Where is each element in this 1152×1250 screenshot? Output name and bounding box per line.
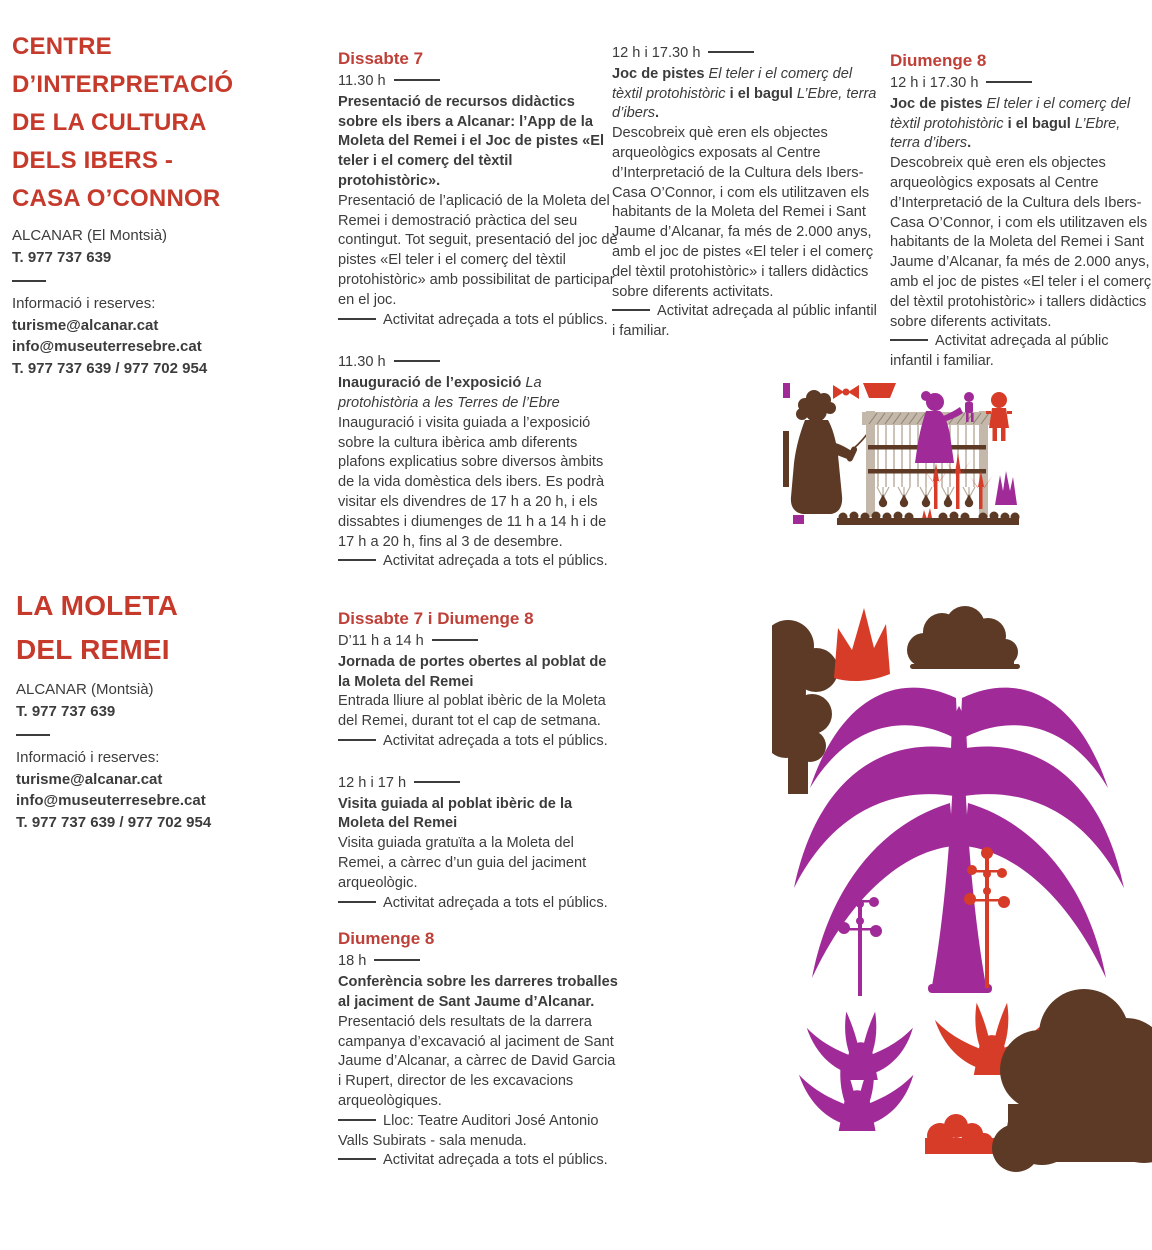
day-heading: Diumenge 8 (338, 929, 435, 949)
event-time: 12 h i 17 h (338, 774, 618, 794)
event-title: Visita guiada al poblat ibèric de la Moleta del Remei (338, 795, 573, 832)
event-audience: Activitat adreçada al públic infantil i familiar. (612, 303, 877, 340)
schedule-col-dissabte (338, 48, 618, 587)
schedule-col-diumenge (890, 50, 1152, 387)
venue-phone: T. 977 737 639 (16, 702, 116, 720)
rule-dash (338, 1158, 376, 1160)
event-portes-obertes (338, 632, 618, 752)
event-body: Presentació dels resultats de la darrera campanya d’excavació al jaciment de Sant Jaume d’Alcanar, a càrrec de David Garcia i Rupert, director de les excavacions arqueològiques. (338, 1013, 616, 1109)
title-line: CASA O’CONNOR (12, 185, 221, 212)
venue-contact (12, 225, 324, 379)
event-title: Presentació de recursos didàctics sobre els ibers a Alcanar: l’App de la Moleta del Remei i el Joc de pistes «El teler i el comerç del tèxtil protohistòric». (338, 93, 605, 189)
schedule-col-joc-dissabte (612, 44, 884, 357)
event-conferencia (338, 952, 618, 1171)
rule-dash (338, 559, 376, 561)
venue-location: ALCANAR (El Montsià) (12, 227, 168, 244)
brown-tree-left (772, 620, 838, 794)
event-body: Inauguració i visita guiada a l’exposició sobre la cultura ibèrica amb diferents plafons explicatius sobre diversos àmbits de la vida domèstica dels ibers. Es podrà visitar els divendres de 17 h a 20 h, i els dissabtes i diumenges de 11 h a 14 h i de 17 h a 20 h, fins al 3 de desembre. (338, 414, 607, 550)
rule-dash (374, 959, 420, 961)
event-joc-pistes (890, 74, 1152, 372)
brown-bush-bottom-right (992, 989, 1152, 1172)
divider-rule (16, 734, 50, 736)
page-title-moleta (16, 584, 328, 672)
woman-with-doll-figure (915, 391, 974, 463)
event-body: Presentació de l’aplicació de la Moleta del Remei i demostració pràctica del seu contingut. Tot seguit, presentació del joc de pistes «El teler i el comerç del tèxtil protohistòric» amb possibilitat de participar en el joc. (338, 192, 618, 308)
red-small-bush (925, 1114, 995, 1154)
title-line: DELS IBERS - (12, 147, 174, 174)
rule-dash (338, 901, 376, 903)
venue-contact (16, 679, 328, 833)
rule-dash (890, 339, 928, 341)
event-time: 11.30 h (338, 72, 618, 92)
title-line: D’INTERPRETACIÓ (12, 71, 234, 98)
email-museu: info@museuterresebre.cat (12, 338, 202, 355)
event-audience: Activitat adreçada a tots el públics. (338, 732, 618, 752)
rule-dash (394, 360, 440, 362)
rule-dash (338, 1119, 376, 1121)
event-body: Descobreix què eren els objectes arqueològics exposats al Centre d’Interpretació de la Cultura dels Ibers-Casa O’Connor, i com els utilitzaven els habitants de la Moleta del Remei i Sant Jaume d’Alcanar, fa més de 2.000 anys, amb el joc de pistes «El teler i el comerç del tèxtil protohistòric» i tallers didàctics sobre diferents activitats. (612, 125, 874, 300)
info-label: Informació i reserves: (16, 749, 160, 766)
red-crown-plant (834, 608, 890, 681)
rule-dash (394, 79, 440, 81)
event-audience: Activitat adreçada a tots el públics. (338, 552, 618, 572)
weaver-figure (791, 390, 858, 514)
event-visita-guiada (338, 774, 618, 914)
event-joc-pistes (612, 44, 884, 342)
brown-bush-top (907, 606, 1020, 669)
event-time: D’11 h a 14 h (338, 632, 618, 652)
weaving-scene-illustration (783, 383, 1021, 525)
schedule-col-moleta (338, 608, 618, 1186)
title-line: DE LA CULTURA (12, 109, 207, 136)
event-presentacio-recursos (338, 72, 618, 330)
event-body: Descobreix què eren els objectes arqueològics exposats al Centre d’Interpretació de la Cultura dels Ibers-Casa O’Connor, i com els utilitzaven els habitants de la Moleta del Remei i Sant Jaume d’Alcanar, fa més de 2.000 anys, amb el joc de pistes «El teler i el comerç del tèxtil protohistòric» i tallers didàctics sobre diferents activitats. (890, 155, 1152, 330)
event-time: 12 h i 17.30 h (612, 44, 884, 64)
email-museu: info@museuterresebre.cat (16, 792, 206, 809)
rule-dash (338, 739, 376, 741)
plants-pattern-illustration (772, 588, 1152, 1213)
ground-scallops (837, 512, 1020, 526)
day-heading: Dissabte 7 (338, 49, 424, 68)
venue-moleta-del-remei (16, 584, 328, 833)
rule-dash (338, 318, 376, 320)
day-heading: Diumenge 8 (890, 51, 987, 70)
event-time: 18 h (338, 952, 618, 972)
title-line: DEL REMEI (16, 634, 170, 665)
event-time: 11.30 h (338, 353, 618, 373)
event-title: Jornada de portes obertes al poblat de la Moleta del Remei (338, 653, 607, 690)
event-inauguracio (338, 353, 618, 572)
page-title (12, 28, 324, 218)
event-audience: Activitat adreçada al públic infantil i familiar. (890, 333, 1109, 370)
divider-rule (12, 280, 46, 282)
event-audience: Activitat adreçada a tots el públics. (338, 894, 618, 914)
email-turisme: turisme@alcanar.cat (16, 770, 163, 788)
event-time: 12 h i 17.30 h (890, 74, 1152, 94)
venue-phones: T. 977 737 639 / 977 702 954 (12, 359, 208, 377)
event-location: Lloc: Teatre Auditori José Antonio Valls Subirats - sala menuda. (338, 1112, 599, 1149)
rule-dash (708, 51, 754, 53)
event-title: Joc de pistes El teler i el comerç del tèxtil protohistòric i el bagul L’Ebre, terra d’ibers. (890, 95, 1131, 152)
event-body: Entrada lliure al poblat ibèric de la Moleta del Remei, durant tot el cap de setmana. (338, 693, 606, 730)
rule-dash (414, 781, 460, 783)
purple-palm (794, 688, 1124, 993)
event-title: Conferència sobre les darreres troballes al jaciment de Sant Jaume d’Alcanar. (338, 974, 618, 1010)
event-audience: Activitat adreçada a tots el públics. (338, 311, 618, 331)
event-title: Joc de pistes El teler i el comerç del tèxtil protohistòric i el bagul L’Ebre, terra d’ibers. (612, 65, 877, 122)
venue-phones: T. 977 737 639 / 977 702 954 (16, 813, 212, 831)
day-heading: Dissabte 7 i Diumenge 8 (338, 609, 534, 628)
rule-dash (612, 309, 650, 311)
venue-casa-oconnor (12, 28, 324, 379)
email-turisme: turisme@alcanar.cat (12, 316, 159, 334)
venue-location: ALCANAR (Montsià) (16, 681, 154, 698)
rule-dash (986, 81, 1032, 83)
event-title: Inauguració de l’exposició La protohistòria a les Terres de l’Ebre (338, 375, 560, 411)
purple-grass-tuft (995, 471, 1017, 505)
title-line: CENTRE (12, 33, 112, 60)
info-label: Informació i reserves: (12, 295, 156, 312)
event-audience: Activitat adreçada a tots el públics. (338, 1151, 618, 1171)
event-body: Visita guiada gratuïta a la Moleta del Remei, a càrrec d’un guia del jaciment arqueològic. (338, 835, 587, 891)
venue-phone: T. 977 737 639 (12, 248, 112, 266)
purple-berry-plant (807, 879, 913, 1080)
rule-dash (432, 639, 478, 641)
title-line: LA MOLETA (16, 590, 178, 621)
